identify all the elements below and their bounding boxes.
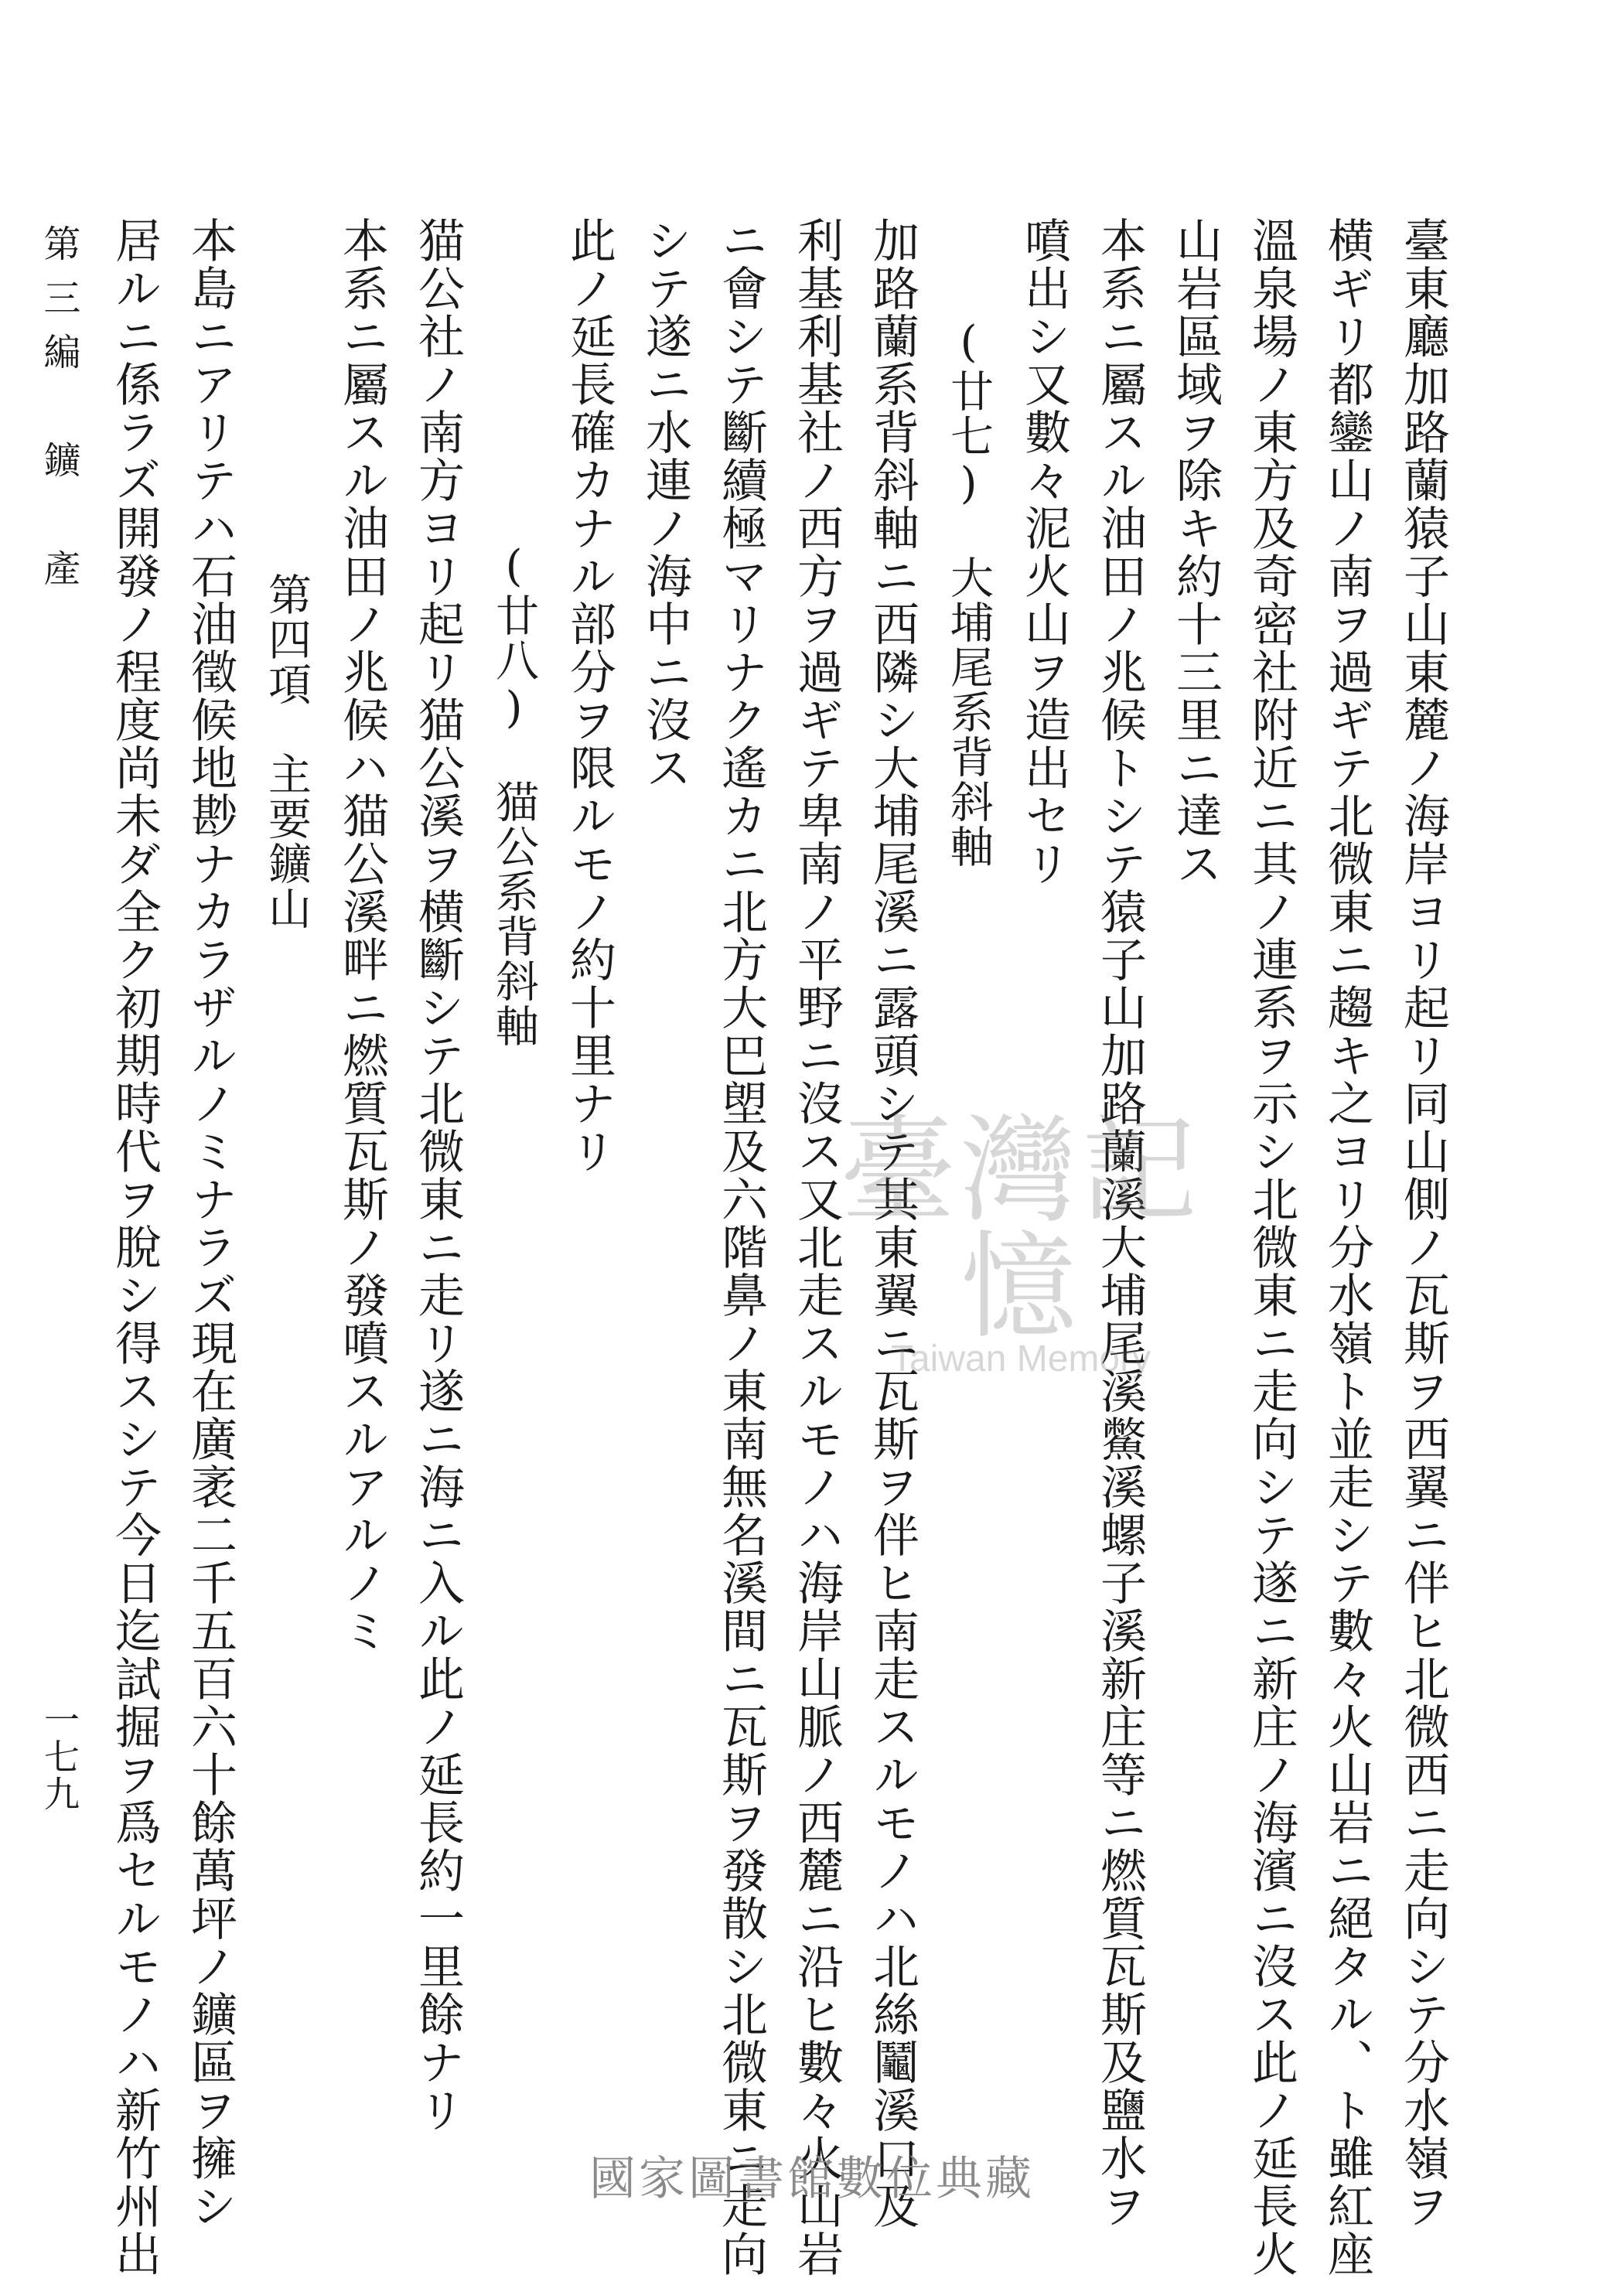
section-heading-28: (廿八) 猫公系背斜軸	[489, 541, 539, 1049]
footer-caption: 國家圖書館數位典藏	[589, 2152, 1035, 2206]
text-column-4: 山岩區域ヲ除キ約十三里ニ達ス	[1169, 217, 1223, 888]
page-number: 一七九	[39, 1701, 80, 1813]
text-column-1: 臺東廳加路蘭猿子山東麓ノ海岸ヨリ起リ同山側ノ瓦斯ヲ西翼ニ伴ヒ北微西ニ走向シテ分水嶺ヲ	[1396, 217, 1450, 2230]
watermark-logo	[804, 1104, 1237, 1379]
text-column-11: シテ遂ニ水連ノ海中ニ沒ス	[638, 217, 692, 792]
text-column-18: 居ルニ係ラズ開發ノ程度尚未ダ全ク初期時代ヲ脫シ得スシテ今日迄試掘ヲ爲セルモノハ新竹州出	[107, 217, 162, 2278]
text-column-17: 本島ニアリテハ石油徵候地尠ナカラザルノミナラズ現在廣袤二千五百六十餘萬坪ノ鑛區ヲ擁シ	[183, 217, 237, 2230]
text-column-9: 利基利基社ノ西方ヲ過ギテ卑南ノ平野ニ沒ス又北走スルモノハ海岸山脈ノ西麓ニ沿ヒ數々火山岩	[790, 217, 844, 2278]
section-heading-item-4: 第四項 主要鑛山	[261, 572, 312, 931]
text-column-15: 本系ニ屬スル油田ノ兆候ハ猫公溪畔ニ燃質瓦斯ノ發噴スルアルノミ	[335, 217, 389, 1655]
watermark-latin: Taiwan Memory	[890, 1338, 1151, 1379]
text-column-14: 猫公社ノ南方ヨリ起リ猫公溪ヲ横斷シテ北微東ニ走リ遂ニ海ニ入ル此ノ延長約一里餘ナリ	[411, 217, 465, 2134]
text-column-6: 噴出シ又數々泥火山ヲ造出セリ	[1017, 217, 1071, 888]
section-heading-27: (廿七) 大埔尾系背斜軸	[943, 317, 994, 869]
text-column-8: 加路蘭系背斜軸ニ西隣シ大埔尾溪ニ露頭シテ其東翼ニ瓦斯ヲ伴ヒ南走スルモノハ北絲鬮溪口及	[865, 217, 919, 2230]
text-column-3: 溫泉場ノ東方及奇密社附近ニ其ノ連系ヲ示シ北微東ニ走向シテ遂ニ新庄ノ海濱ニ沒ス此ノ延長火	[1244, 217, 1298, 2278]
text-column-2: 横ギリ都鑾山ノ南ヲ過ギテ北微東ニ趨キ之ヨリ分水嶺ト並走シテ數々火山岩ニ絕タル、ト雖紅座	[1320, 217, 1374, 2278]
text-column-5: 本系ニ屬スル油田ノ兆候トシテ猿子山加路蘭溪大埔尾溪鱉溪螺子溪新庄等ニ燃質瓦斯及鹽水ヲ	[1093, 217, 1147, 2230]
running-head: 第三編 鑛 產	[37, 224, 80, 603]
watermark-script: 臺灣記憶	[839, 1104, 1202, 1355]
text-column-10: ニ會シテ斷續極マリナク遙カニ北方大巴塱及六階鼻ノ東南無名溪間ニ瓦斯ヲ發散シ北微東ニ走向	[714, 217, 768, 2278]
text-column-12: 此ノ延長確カナル部分ヲ限ルモノ約十里ナリ	[562, 217, 616, 1175]
